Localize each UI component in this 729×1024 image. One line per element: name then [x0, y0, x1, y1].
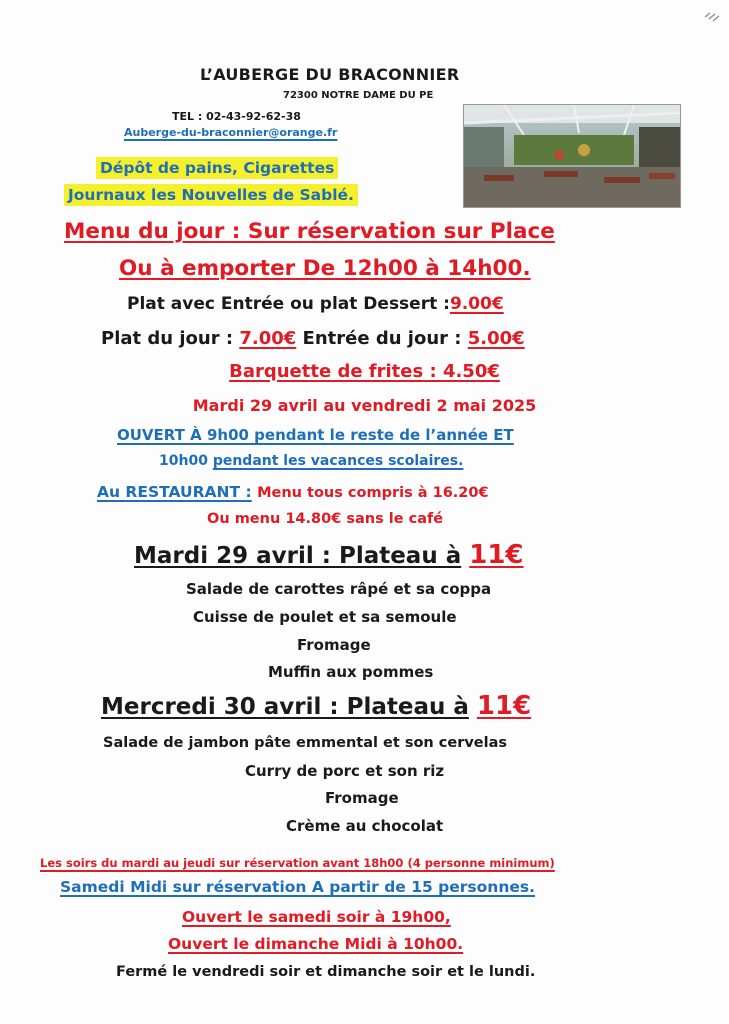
day-1-item-1: Salade de carottes râpé et sa coppa	[186, 580, 492, 598]
closed-days: Fermé le vendredi soir et dimanche soir et le lundi.	[116, 964, 536, 980]
day-1-item-4: Muffin aux pommes	[268, 663, 434, 681]
plat-jour-price: 7.00€	[239, 328, 297, 349]
menu-no-coffee-price: Ou menu 14.80€ sans le café	[207, 511, 444, 527]
day-2-item-2: Curry de porc et son riz	[245, 762, 445, 780]
restaurant-phone: TEL : 02-43-92-62-38	[172, 110, 301, 123]
saturday-evening-opening: Ouvert le samedi soir à 19h00,	[182, 908, 451, 926]
services-line-2: Journaux les Nouvelles de Sablé.	[64, 186, 358, 204]
day-2-item-3: Fromage	[325, 789, 399, 807]
vacation-text: pendant les vacances scolaires.	[212, 453, 464, 469]
restaurant-label: Au RESTAURANT :	[97, 483, 252, 501]
period-dates: Mardi 29 avril au vendredi 2 mai 2025	[192, 396, 537, 415]
menu-complete-price: Menu tous compris à 16.20€	[257, 485, 489, 501]
menu-du-jour-line-2: Ou à emporter De 12h00 à 14h00.	[119, 256, 531, 281]
entree-jour-label: Entrée du jour :	[302, 328, 462, 349]
entree-jour-price: 5.00€	[467, 328, 525, 349]
plat-entree-price: 9.00€	[449, 294, 504, 314]
restaurant-menu-row	[97, 483, 489, 501]
sunday-noon-opening: Ouvert le dimanche Midi à 10h00.	[168, 935, 464, 953]
plat-jour-row	[101, 328, 525, 349]
frites-price: Barquette de frites : 4.50€	[229, 361, 500, 382]
saturday-noon-reservation: Samedi Midi sur réservation A partir de 15 personnes.	[60, 878, 535, 896]
day-2-item-1: Salade de jambon pâte emmental et son cervelas	[103, 735, 508, 751]
menu-du-jour-line-1: Menu du jour : Sur réservation sur Place	[64, 219, 555, 244]
opening-time-10h: 10h00	[159, 453, 208, 469]
day-1-item-2: Cuisse de poulet et sa semoule	[193, 608, 457, 626]
restaurant-title: L’AUBERGE DU BRACONNIER	[200, 65, 460, 84]
opening-hours-line-1: OUVERT À 9h00 pendant le reste de l’année ET	[117, 426, 514, 444]
day-2-item-4: Crème au chocolat	[286, 817, 444, 835]
day-2-price: 11€	[476, 691, 532, 721]
plat-jour-label: Plat du jour :	[101, 328, 234, 349]
email-link[interactable]: Auberge-du-braconnier@orange.fr	[124, 126, 338, 139]
plat-entree-row	[127, 294, 504, 314]
scan-mark-icon	[703, 10, 721, 24]
terrace-photo	[463, 104, 681, 208]
services-line-1: Dépôt de pains, Cigarettes	[96, 159, 338, 177]
day-1-price: 11€	[469, 540, 524, 570]
day-2-title: Mercredi 30 avril : Plateau à 11€	[101, 691, 532, 721]
evenings-reservation: Les soirs du mardi au jeudi sur réservation avant 18h00 (4 personne minimum)	[40, 856, 555, 870]
plat-entree-label: Plat avec Entrée ou plat Dessert :	[127, 294, 450, 314]
day-1-item-3: Fromage	[297, 636, 371, 654]
opening-hours-line-2	[159, 453, 463, 469]
restaurant-address: 72300 NOTRE DAME DU PE	[283, 90, 434, 101]
day-1-title: Mardi 29 avril : Plateau à 11€	[134, 540, 524, 570]
